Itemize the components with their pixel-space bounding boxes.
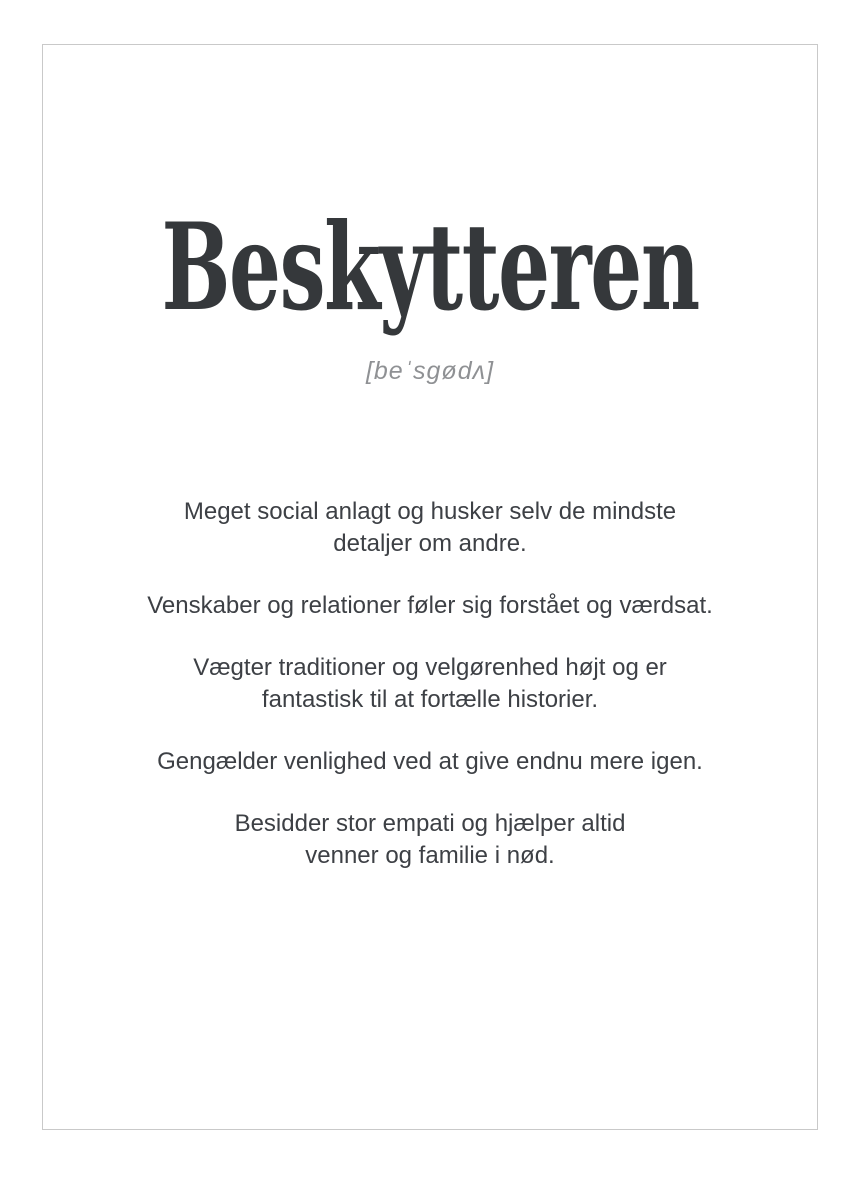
poster-title [0,197,860,338]
definition-paragraphs [0,496,860,902]
phonetic-transcription: [beˈsgødʌ] [365,357,495,385]
paragraph-line: venner og familie i nød. [305,842,555,869]
paragraph-line: Gengælder venlighed ved at give endnu mere igen. [157,748,703,775]
paragraph-line: detaljer om andre. [333,530,527,557]
paragraph-line: Venskaber og relationer føler sig forstået og værdsat. [147,592,713,619]
poster-title-text: Beskytteren [161,197,699,338]
paragraph-line: Vægter traditioner og velgørenhed højt og er [193,654,667,681]
paragraph-line: Meget social anlagt og husker selv de mindste [183,498,677,525]
paragraph [0,746,860,778]
paragraph-line: fantastisk til at fortælle historier. [261,686,599,713]
paragraph [0,590,860,622]
paragraph [0,808,860,872]
paragraph [0,496,860,560]
paragraph [0,652,860,716]
paragraph-line: Besidder stor empati og hjælper altid [234,810,626,837]
